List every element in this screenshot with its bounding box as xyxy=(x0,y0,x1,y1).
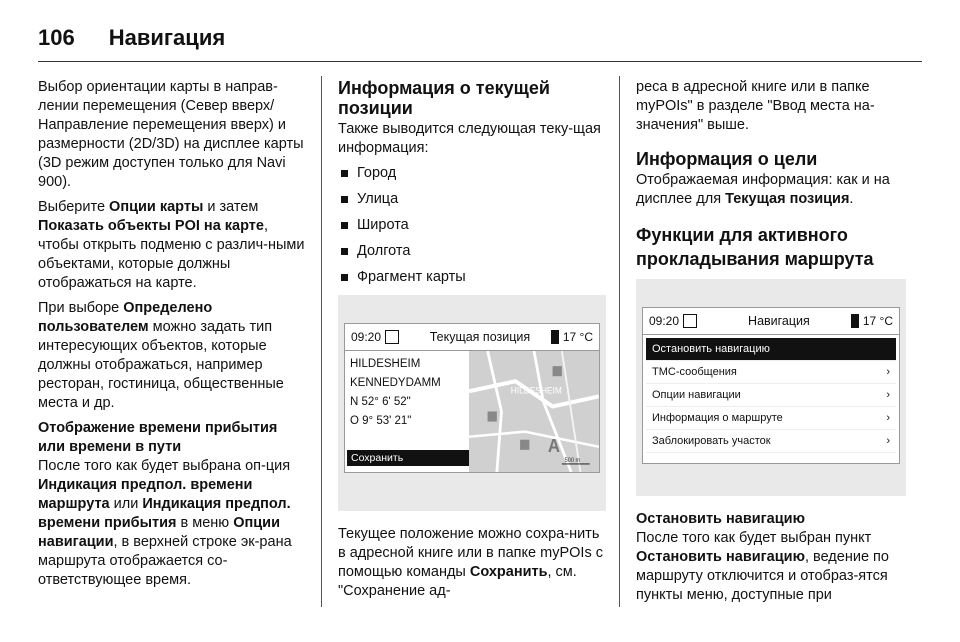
display-screen xyxy=(642,307,900,464)
check-icon xyxy=(683,314,697,328)
map-road-sign: A xyxy=(547,435,560,456)
map-scale: 500 m xyxy=(564,457,581,464)
check-icon xyxy=(385,330,399,344)
section-heading: Остановить навигацию xyxy=(636,511,805,527)
display-screen xyxy=(344,323,600,473)
bullet-icon xyxy=(341,196,348,203)
paragraph: Отображаемая информация: как и на дисплее для Текущая позиция. xyxy=(636,172,890,207)
bullet-icon xyxy=(341,222,348,229)
list-item: Город xyxy=(338,164,606,183)
paragraph: Выберите Опции карты и затем Показать объекты POI на карте, чтобы открыть подменю с различ-ными объектами, которые должны отображаться на карте. xyxy=(38,199,305,291)
list-item: Фрагмент карты xyxy=(338,268,606,287)
bullet-icon xyxy=(341,248,348,255)
menu-item-route-info[interactable]: Информация о маршруте › xyxy=(646,407,896,430)
clock: 09:20 xyxy=(649,313,680,328)
header-rule xyxy=(38,61,922,62)
menu-list xyxy=(643,335,899,463)
chevron-right-icon: › xyxy=(886,388,890,401)
screenshot-navigation-menu xyxy=(636,279,906,496)
column-1 xyxy=(38,78,308,596)
page-title: Навигация xyxy=(108,25,226,50)
screenshot-current-position xyxy=(338,295,606,511)
map-fragment xyxy=(469,351,599,472)
paragraph: При выборе Определено пользователем можно задать тип интересующих объектов, которые должны отображаться, например ресторан, гостиница, общественные места и др. xyxy=(38,300,284,411)
chevron-right-icon: › xyxy=(886,434,890,447)
latitude-line: N 52° 6' 52" xyxy=(350,396,411,408)
thermometer-icon xyxy=(551,330,559,344)
clock: 09:20 xyxy=(351,329,382,344)
bullet-icon xyxy=(341,170,348,177)
bullet-icon xyxy=(341,274,348,281)
chevron-right-icon: › xyxy=(886,411,890,424)
screen-title: Текущая позиция xyxy=(429,329,531,344)
map-drawing xyxy=(469,351,599,472)
section-heading: Информация о текущей позиции xyxy=(338,78,550,118)
column-divider xyxy=(619,76,620,607)
column-3 xyxy=(636,78,906,611)
paragraph: Также выводится следующая теку-щая информация: xyxy=(338,121,601,156)
list-item: Широта xyxy=(338,216,606,235)
page-header xyxy=(38,18,225,58)
map-city-label: HILDESHEIM xyxy=(510,385,562,396)
menu-item-tmc[interactable]: TMC-сообщения › xyxy=(646,361,896,384)
menu-item-block-segment[interactable]: Заблокировать участок › xyxy=(646,430,896,453)
paragraph: После того как будет выбран пункт Остановить навигацию, ведение по маршруту отключится и отобраз-ятся пункты меню, доступные при xyxy=(636,530,889,603)
page-number: 106 xyxy=(38,25,75,50)
status-bar xyxy=(345,324,599,351)
temperature: 17 °C xyxy=(851,312,893,331)
list-item: Улица xyxy=(338,190,606,209)
chevron-right-icon: › xyxy=(886,365,890,378)
paragraph: Текущее положение можно сохра-нить в адресной книге или в папке myPOIs с помощью команды Сохранить, см. "Сохранение ад- xyxy=(338,526,603,599)
street-line: KENNEDYDAMM xyxy=(350,377,441,389)
paragraph: реса в адресной книге или в папке myPOIs" в разделе "Ввод места на-значения" выше. xyxy=(636,79,875,133)
paragraph: После того как будет выбрана оп-ция Индикация предпол. времени маршрута или Индикация предпол. времени прибытия в меню Опции навигации, в верхней строке эк-рана маршрута отображается со-ответствующее время. xyxy=(38,458,292,588)
position-info xyxy=(345,351,477,435)
column-2 xyxy=(338,78,606,607)
paragraph: Выбор ориентации карты в направ-лении перемещения (Север вверх/Направление перемещения вверх) и размерности (2D/3D) на дисплее карты (3D режим доступен только для Navi 900). xyxy=(38,79,304,190)
temperature: 17 °C xyxy=(551,328,593,347)
longitude-line: O 9° 53' 21" xyxy=(350,415,412,427)
section-heading: Функции для активного прокладывания маршрута xyxy=(636,225,874,269)
thermometer-icon xyxy=(851,314,859,328)
section-heading: Отображение времени прибытия или времени в пути xyxy=(38,420,278,455)
list-item: Долгота xyxy=(338,242,606,261)
menu-item-nav-options[interactable]: Опции навигации › xyxy=(646,384,896,407)
city-line: HILDESHEIM xyxy=(350,358,421,370)
screen-title: Навигация xyxy=(748,313,810,328)
save-button[interactable]: Сохранить xyxy=(347,450,469,466)
status-bar xyxy=(643,308,899,335)
column-divider xyxy=(321,76,322,607)
menu-item-stop-navigation[interactable]: Остановить навигацию xyxy=(646,338,896,361)
section-heading: Информация о цели xyxy=(636,149,818,169)
info-list xyxy=(338,164,606,287)
